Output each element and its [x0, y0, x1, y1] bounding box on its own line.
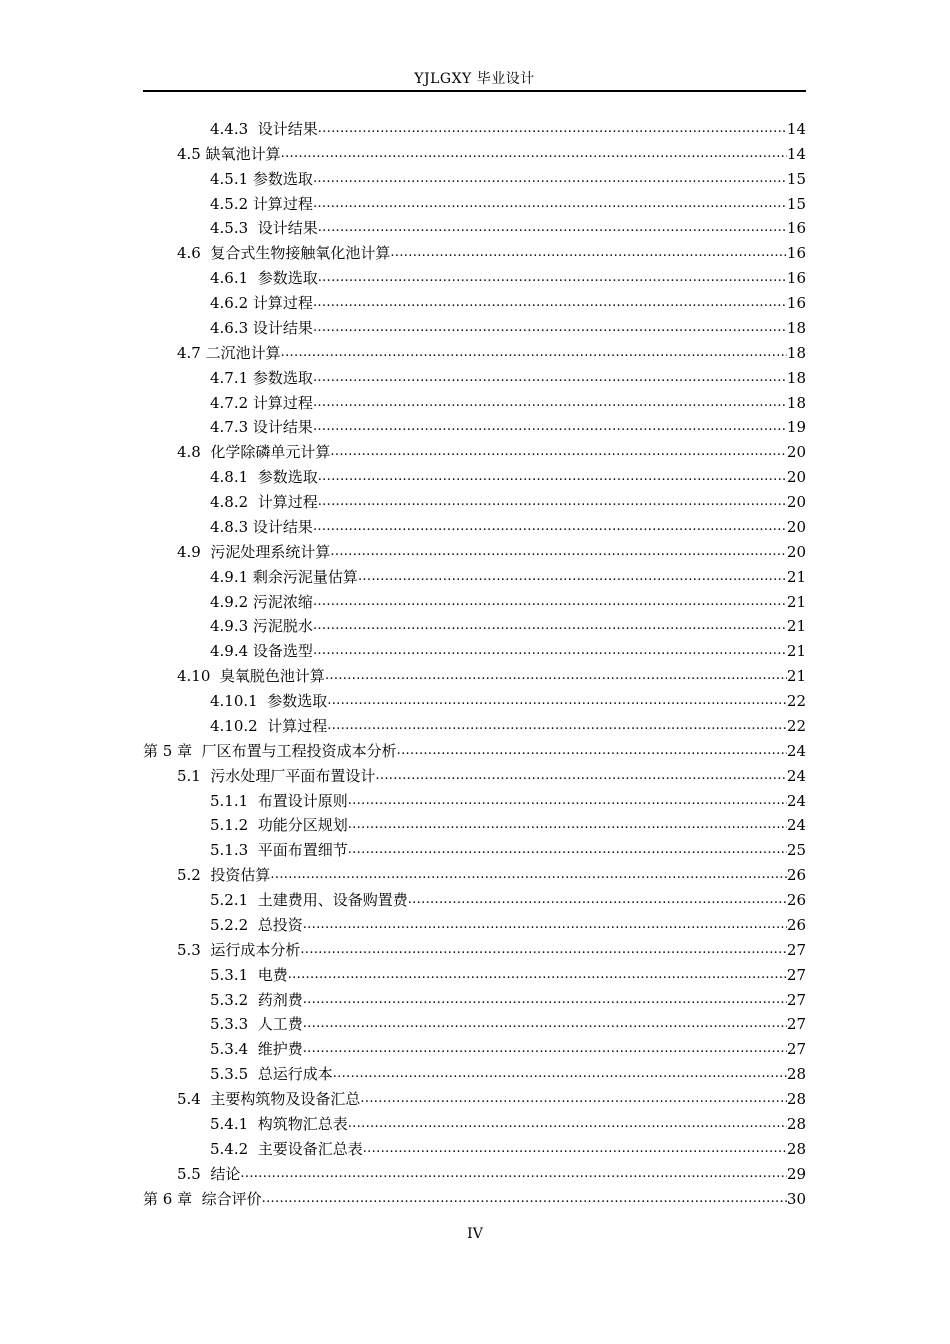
toc-entry-label: 5.1 污水处理厂平面布置设计 — [177, 766, 376, 785]
toc-dot-leader — [318, 115, 787, 141]
toc-dot-leader — [313, 637, 787, 663]
toc-dot-leader — [313, 165, 787, 191]
toc-entry[interactable] — [143, 738, 806, 763]
toc-dot-leader — [318, 488, 787, 514]
toc-entry[interactable] — [143, 166, 806, 191]
toc-entry[interactable] — [143, 937, 806, 962]
toc-entry-page: 20 — [786, 443, 806, 462]
toc-entry[interactable] — [143, 589, 806, 614]
toc-entry-page: 21 — [786, 592, 806, 611]
toc-entry-page: 27 — [786, 1040, 806, 1059]
toc-entry-label: 5.3.5 总运行成本 — [210, 1065, 333, 1084]
toc-entry[interactable] — [143, 116, 806, 141]
toc-entry-page: 28 — [786, 1139, 806, 1158]
toc-entry-label: 第 6 章 综合评价 — [143, 1189, 262, 1208]
toc-dot-leader — [348, 836, 787, 862]
toc-entry[interactable] — [143, 614, 806, 639]
toc-entry-label: 5.4 主要构筑物及设备汇总 — [177, 1090, 361, 1108]
toc-dot-leader — [358, 563, 787, 589]
toc-entry-label: 5.3.3 人工费 — [210, 1015, 303, 1034]
toc-dot-leader — [303, 986, 787, 1012]
toc-entry[interactable] — [143, 290, 806, 315]
toc-entry-page: 18 — [786, 318, 806, 337]
toc-dot-leader — [313, 190, 787, 216]
toc-dot-leader — [288, 961, 787, 987]
toc-dot-leader — [318, 264, 787, 290]
toc-dot-leader — [360, 1085, 787, 1111]
toc-dot-leader — [303, 1035, 787, 1061]
toc-entry-page: 27 — [786, 940, 806, 959]
toc-entry-label: 5.4.2 主要设备汇总表 — [210, 1139, 363, 1158]
toc-entry-page: 26 — [786, 915, 806, 934]
toc-entry[interactable] — [143, 688, 806, 713]
toc-entry[interactable] — [143, 489, 806, 514]
toc-entry-page: 16 — [786, 294, 806, 312]
toc-entry-label: 4.5.3 设计结果 — [210, 219, 318, 238]
toc-entry[interactable] — [143, 912, 806, 937]
toc-entry[interactable] — [143, 1136, 806, 1161]
toc-dot-leader — [333, 1060, 787, 1086]
toc-dot-leader — [318, 214, 787, 240]
toc-dot-leader — [281, 339, 787, 365]
toc-entry-label: 4.7.2 计算过程 — [210, 393, 313, 412]
toc-entry-label: 4.8.2 计算过程 — [210, 493, 318, 511]
toc-entry-page: 27 — [786, 965, 806, 984]
toc-dot-leader — [348, 1110, 787, 1136]
toc-entry[interactable] — [143, 315, 806, 340]
toc-entry[interactable] — [143, 862, 806, 887]
toc-dot-leader — [313, 413, 787, 439]
toc-entry[interactable] — [143, 340, 806, 365]
toc-entry-label: 5.3.4 维护费 — [210, 1040, 303, 1059]
header-title: YJLGXY 毕业设计 — [414, 71, 535, 87]
toc-entry-label: 4.7.3 设计结果 — [210, 418, 313, 437]
toc-dot-leader — [313, 612, 787, 638]
toc-entry[interactable] — [143, 1086, 806, 1111]
toc-entry-label: 5.1.2 功能分区规划 — [210, 816, 348, 835]
toc-entry-label: 4.5.2 计算过程 — [210, 194, 313, 213]
toc-entry-label: 4.9.4 设备选型 — [210, 642, 313, 661]
toc-entry-label: 5.3.2 药剂费 — [210, 990, 303, 1009]
toc-entry-page: 22 — [786, 716, 806, 735]
toc-entry-page: 15 — [786, 194, 806, 213]
toc-entry-page: 24 — [786, 791, 806, 810]
toc-entry-label: 4.6.2 计算过程 — [210, 294, 313, 312]
toc-entry-label: 4.6.1 参数选取 — [210, 269, 318, 288]
toc-entry-label: 4.9.3 污泥脱水 — [210, 617, 313, 636]
toc-entry[interactable] — [143, 1061, 806, 1086]
toc-dot-leader — [300, 936, 787, 962]
toc-entry-label: 4.8 化学除磷单元计算 — [177, 443, 331, 462]
toc-entry[interactable] — [143, 464, 806, 489]
toc-dot-leader — [270, 861, 787, 887]
toc-entry-label: 4.6 复合式生物接触氧化池计算 — [177, 244, 391, 263]
toc-entry-page: 20 — [786, 542, 806, 561]
toc-entry[interactable] — [143, 887, 806, 912]
toc-dot-leader — [390, 239, 787, 265]
toc-entry-label: 5.1.3 平面布置细节 — [210, 841, 348, 860]
toc-entry-page: 16 — [786, 269, 806, 288]
toc-dot-leader — [330, 538, 787, 564]
toc-entry[interactable] — [143, 390, 806, 415]
toc-dot-leader — [262, 1185, 787, 1211]
toc-entry-page: 22 — [786, 692, 806, 710]
toc-dot-leader — [313, 314, 787, 340]
toc-dot-leader — [348, 787, 787, 813]
toc-entry-label: 4.8.3 设计结果 — [210, 517, 313, 536]
toc-entry[interactable] — [143, 788, 806, 813]
toc-entry-label: 4.10 臭氧脱色池计算 — [177, 667, 325, 686]
toc-entry-page: 16 — [786, 219, 806, 238]
toc-entry[interactable] — [143, 1186, 806, 1211]
toc-entry-page: 26 — [786, 866, 806, 885]
toc-entry-label: 4.5.1 参数选取 — [210, 169, 313, 188]
toc-entry-page: 24 — [786, 766, 806, 785]
toc-dot-leader — [313, 513, 787, 539]
toc-dot-leader — [375, 762, 787, 788]
toc-dot-leader — [325, 662, 787, 688]
toc-entry[interactable] — [143, 415, 806, 440]
toc-entry-page: 20 — [786, 517, 806, 536]
page-header — [143, 68, 806, 92]
toc-entry[interactable] — [143, 514, 806, 539]
toc-entry-page: 20 — [786, 493, 806, 511]
toc-entry[interactable] — [143, 439, 806, 464]
toc-entry-page: 15 — [786, 169, 806, 188]
toc-entry[interactable] — [143, 216, 806, 241]
toc-entry[interactable] — [143, 663, 806, 688]
toc-entry-label: 5.2.1 土建费用、设备购置费 — [210, 891, 408, 909]
table-of-contents — [143, 116, 806, 1211]
toc-entry-page: 21 — [786, 617, 806, 636]
toc-entry-label: 4.9.1 剩余污泥量估算 — [210, 567, 358, 586]
toc-dot-leader — [318, 463, 787, 489]
toc-entry-label: 5.3.1 电费 — [210, 965, 288, 984]
toc-dot-leader — [313, 588, 787, 614]
toc-entry-label: 4.5 缺氧池计算 — [177, 144, 281, 163]
toc-entry-page: 27 — [786, 990, 806, 1009]
toc-entry-label: 5.1.1 布置设计原则 — [210, 791, 348, 810]
toc-entry[interactable] — [143, 987, 806, 1012]
toc-dot-leader — [327, 712, 787, 738]
toc-dot-leader — [348, 811, 787, 837]
toc-entry[interactable] — [143, 1161, 806, 1186]
toc-entry[interactable] — [143, 1111, 806, 1136]
toc-dot-leader — [303, 911, 787, 937]
toc-entry-label: 5.5 结论 — [177, 1164, 241, 1183]
toc-entry[interactable] — [143, 539, 806, 564]
toc-entry-page: 24 — [786, 741, 806, 760]
toc-entry-page: 20 — [786, 468, 806, 487]
toc-entry-label: 4.8.1 参数选取 — [210, 468, 318, 487]
toc-entry-page: 25 — [786, 841, 806, 860]
toc-entry-page: 19 — [786, 418, 806, 437]
toc-entry[interactable] — [143, 962, 806, 987]
toc-entry-page: 26 — [786, 891, 806, 909]
toc-entry-label: 5.2 投资估算 — [177, 866, 271, 885]
toc-dot-leader — [303, 1010, 787, 1036]
toc-entry-page: 28 — [786, 1114, 806, 1133]
toc-entry-label: 5.2.2 总投资 — [210, 915, 303, 934]
toc-entry-page: 28 — [786, 1065, 806, 1084]
toc-dot-leader — [327, 687, 787, 713]
toc-entry[interactable] — [143, 1012, 806, 1037]
toc-entry-page: 28 — [786, 1090, 806, 1108]
toc-entry-label: 4.10.1 参数选取 — [210, 692, 328, 710]
toc-entry[interactable] — [143, 240, 806, 265]
toc-entry-page: 21 — [786, 667, 806, 686]
toc-entry-page: 21 — [786, 642, 806, 661]
toc-dot-leader — [397, 737, 787, 763]
toc-entry[interactable] — [143, 813, 806, 838]
toc-entry-page: 24 — [786, 816, 806, 835]
toc-dot-leader — [408, 886, 787, 912]
toc-entry-page: 29 — [786, 1164, 806, 1183]
toc-entry[interactable] — [143, 191, 806, 216]
toc-entry[interactable] — [143, 638, 806, 663]
toc-entry[interactable] — [143, 837, 806, 862]
toc-dot-leader — [240, 1160, 787, 1186]
toc-entry[interactable] — [143, 564, 806, 589]
toc-entry-page: 18 — [786, 343, 806, 362]
toc-entry[interactable] — [143, 141, 806, 166]
toc-entry-page: 14 — [786, 144, 806, 163]
toc-entry-page: 30 — [786, 1189, 806, 1208]
toc-entry-label: 5.3 运行成本分析 — [177, 940, 301, 959]
toc-entry-label: 4.7.1 参数选取 — [210, 368, 313, 387]
toc-dot-leader — [330, 438, 787, 464]
toc-dot-leader — [363, 1135, 787, 1161]
toc-dot-leader — [281, 140, 787, 166]
toc-entry-page: 27 — [786, 1015, 806, 1034]
toc-dot-leader — [313, 389, 787, 415]
toc-entry-label: 4.4.3 设计结果 — [210, 119, 318, 138]
toc-entry-page: 21 — [786, 567, 806, 586]
toc-entry-page: 16 — [786, 244, 806, 263]
toc-entry[interactable] — [143, 713, 806, 738]
toc-entry[interactable] — [143, 265, 806, 290]
page-number: IV — [467, 1226, 483, 1242]
toc-entry-label: 4.10.2 计算过程 — [210, 716, 328, 735]
toc-entry[interactable] — [143, 1036, 806, 1061]
toc-entry[interactable] — [143, 763, 806, 788]
toc-entry-page: 18 — [786, 368, 806, 387]
toc-entry-label: 4.7 二沉池计算 — [177, 343, 281, 362]
toc-dot-leader — [313, 364, 787, 390]
toc-entry-label: 4.9.2 污泥浓缩 — [210, 592, 313, 611]
toc-entry-page: 14 — [786, 119, 806, 138]
toc-entry-label: 4.9 污泥处理系统计算 — [177, 542, 331, 561]
toc-dot-leader — [313, 289, 787, 315]
toc-entry[interactable] — [143, 365, 806, 390]
toc-entry-page: 18 — [786, 393, 806, 412]
toc-entry-label: 第 5 章 厂区布置与工程投资成本分析 — [143, 741, 397, 760]
toc-entry-label: 5.4.1 构筑物汇总表 — [210, 1114, 348, 1133]
toc-entry-label: 4.6.3 设计结果 — [210, 318, 313, 337]
